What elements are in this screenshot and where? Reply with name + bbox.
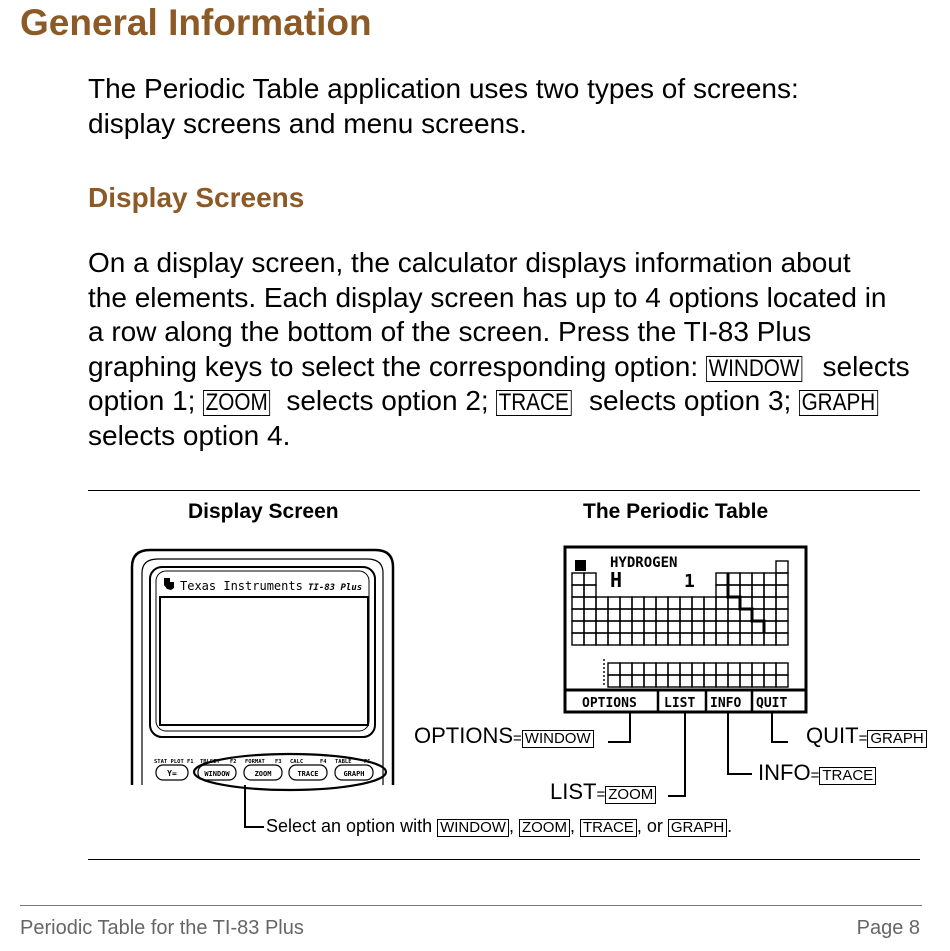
calculator-illustration (120, 545, 405, 795)
svg-text:ZOOM: ZOOM (254, 770, 272, 778)
screen-menu-list: LIST (664, 696, 696, 711)
graph-key: GRAPH (799, 390, 878, 416)
trace-key: TRACE (496, 390, 571, 416)
body-line-4: graphing keys to select the corresponding option: WINDOW selects (88, 350, 910, 382)
f5-label: F5 (364, 759, 371, 765)
tblset-label: TBLSET (200, 759, 220, 765)
table-label: TABLE (335, 759, 352, 765)
callout-graph-key: GRAPH (867, 730, 926, 748)
figure-top-rule (88, 490, 920, 491)
callout-zoom-key: ZOOM (605, 786, 656, 804)
callout-list: LIST= ZOOM (550, 779, 656, 805)
select-leader-tick (244, 826, 264, 828)
calculator-brand: Texas Instruments (180, 579, 303, 593)
ti-logo-icon (164, 578, 174, 590)
window-button[interactable] (198, 765, 236, 780)
periodic-table-heading: The Periodic Table (583, 500, 769, 523)
callout-window-key: WINDOW (522, 730, 594, 748)
svg-text:GRAPH: GRAPH (343, 770, 365, 778)
screen-menu-quit: QUIT (756, 696, 788, 711)
section-heading: Display Screens (88, 182, 305, 213)
graph-button[interactable] (335, 765, 373, 780)
footer-page-number: Page 8 (856, 917, 920, 939)
hydrogen-selected-cell (575, 560, 586, 571)
intro-line-2: display screens and menu screens. (88, 107, 527, 139)
body-line-3: a row along the bottom of the screen. Press the TI-83 Plus (88, 316, 812, 348)
body-line-5: option 1; ZOOM selects option 2; TRACE selects option 3; GRAPH (88, 384, 910, 419)
svg-text:WINDOW: WINDOW (204, 770, 230, 778)
zoom-key: ZOOM (203, 390, 270, 416)
calc-label: CALC (290, 759, 304, 765)
select-leader-line (244, 785, 246, 827)
body-paragraph (88, 246, 910, 454)
f2-label: F2 (230, 759, 237, 765)
body-line-2: the elements. Each display screen has up to 4 options located in (88, 281, 887, 313)
screen-element-number: 1 (684, 571, 695, 592)
f3-label: F3 (275, 759, 282, 765)
screen-menu-options: OPTIONS (582, 696, 637, 711)
format-label: FORMAT (245, 759, 265, 765)
f4-label: F4 (320, 759, 327, 765)
f1-label: F1 (187, 759, 194, 765)
trace-button[interactable] (289, 765, 327, 780)
intro-paragraph (88, 72, 799, 141)
svg-text:Y=: Y= (167, 769, 177, 778)
calculator-model: TI-83 Plus (308, 583, 363, 593)
footer-title: Periodic Table for the TI-83 Plus (20, 917, 304, 939)
statplot-label: STAT PLOT (154, 759, 184, 765)
display-screen-heading: Display Screen (188, 500, 339, 523)
footer-rule (20, 905, 922, 906)
intro-line-1: The Periodic Table application uses two types of screens: (88, 73, 799, 104)
screen-element-name: HYDROGEN (610, 555, 678, 571)
figure-bottom-rule (88, 859, 920, 860)
callout-info: INFO= TRACE (758, 760, 876, 786)
callout-options: OPTIONS= WINDOW (414, 723, 594, 749)
body-line-1: On a display screen, the calculator displays information about (88, 247, 851, 278)
svg-text:TRACE: TRACE (297, 770, 319, 778)
window-key: WINDOW (706, 356, 802, 382)
body-line-6: selects option 4. (88, 419, 291, 451)
callout-trace-key: TRACE (819, 767, 876, 785)
zoom-button[interactable] (244, 765, 282, 780)
periodic-table-screen (560, 545, 810, 715)
select-option-caption: Select an option with WINDOW , ZOOM , TRACE , or GRAPH . (266, 816, 733, 836)
screen-element-symbol: H (610, 568, 623, 592)
screen-menu-info: INFO (710, 696, 742, 711)
callout-quit: QUIT= GRAPH (806, 723, 927, 749)
page-heading: General Information (20, 2, 372, 43)
y-equals-button[interactable] (156, 765, 188, 780)
